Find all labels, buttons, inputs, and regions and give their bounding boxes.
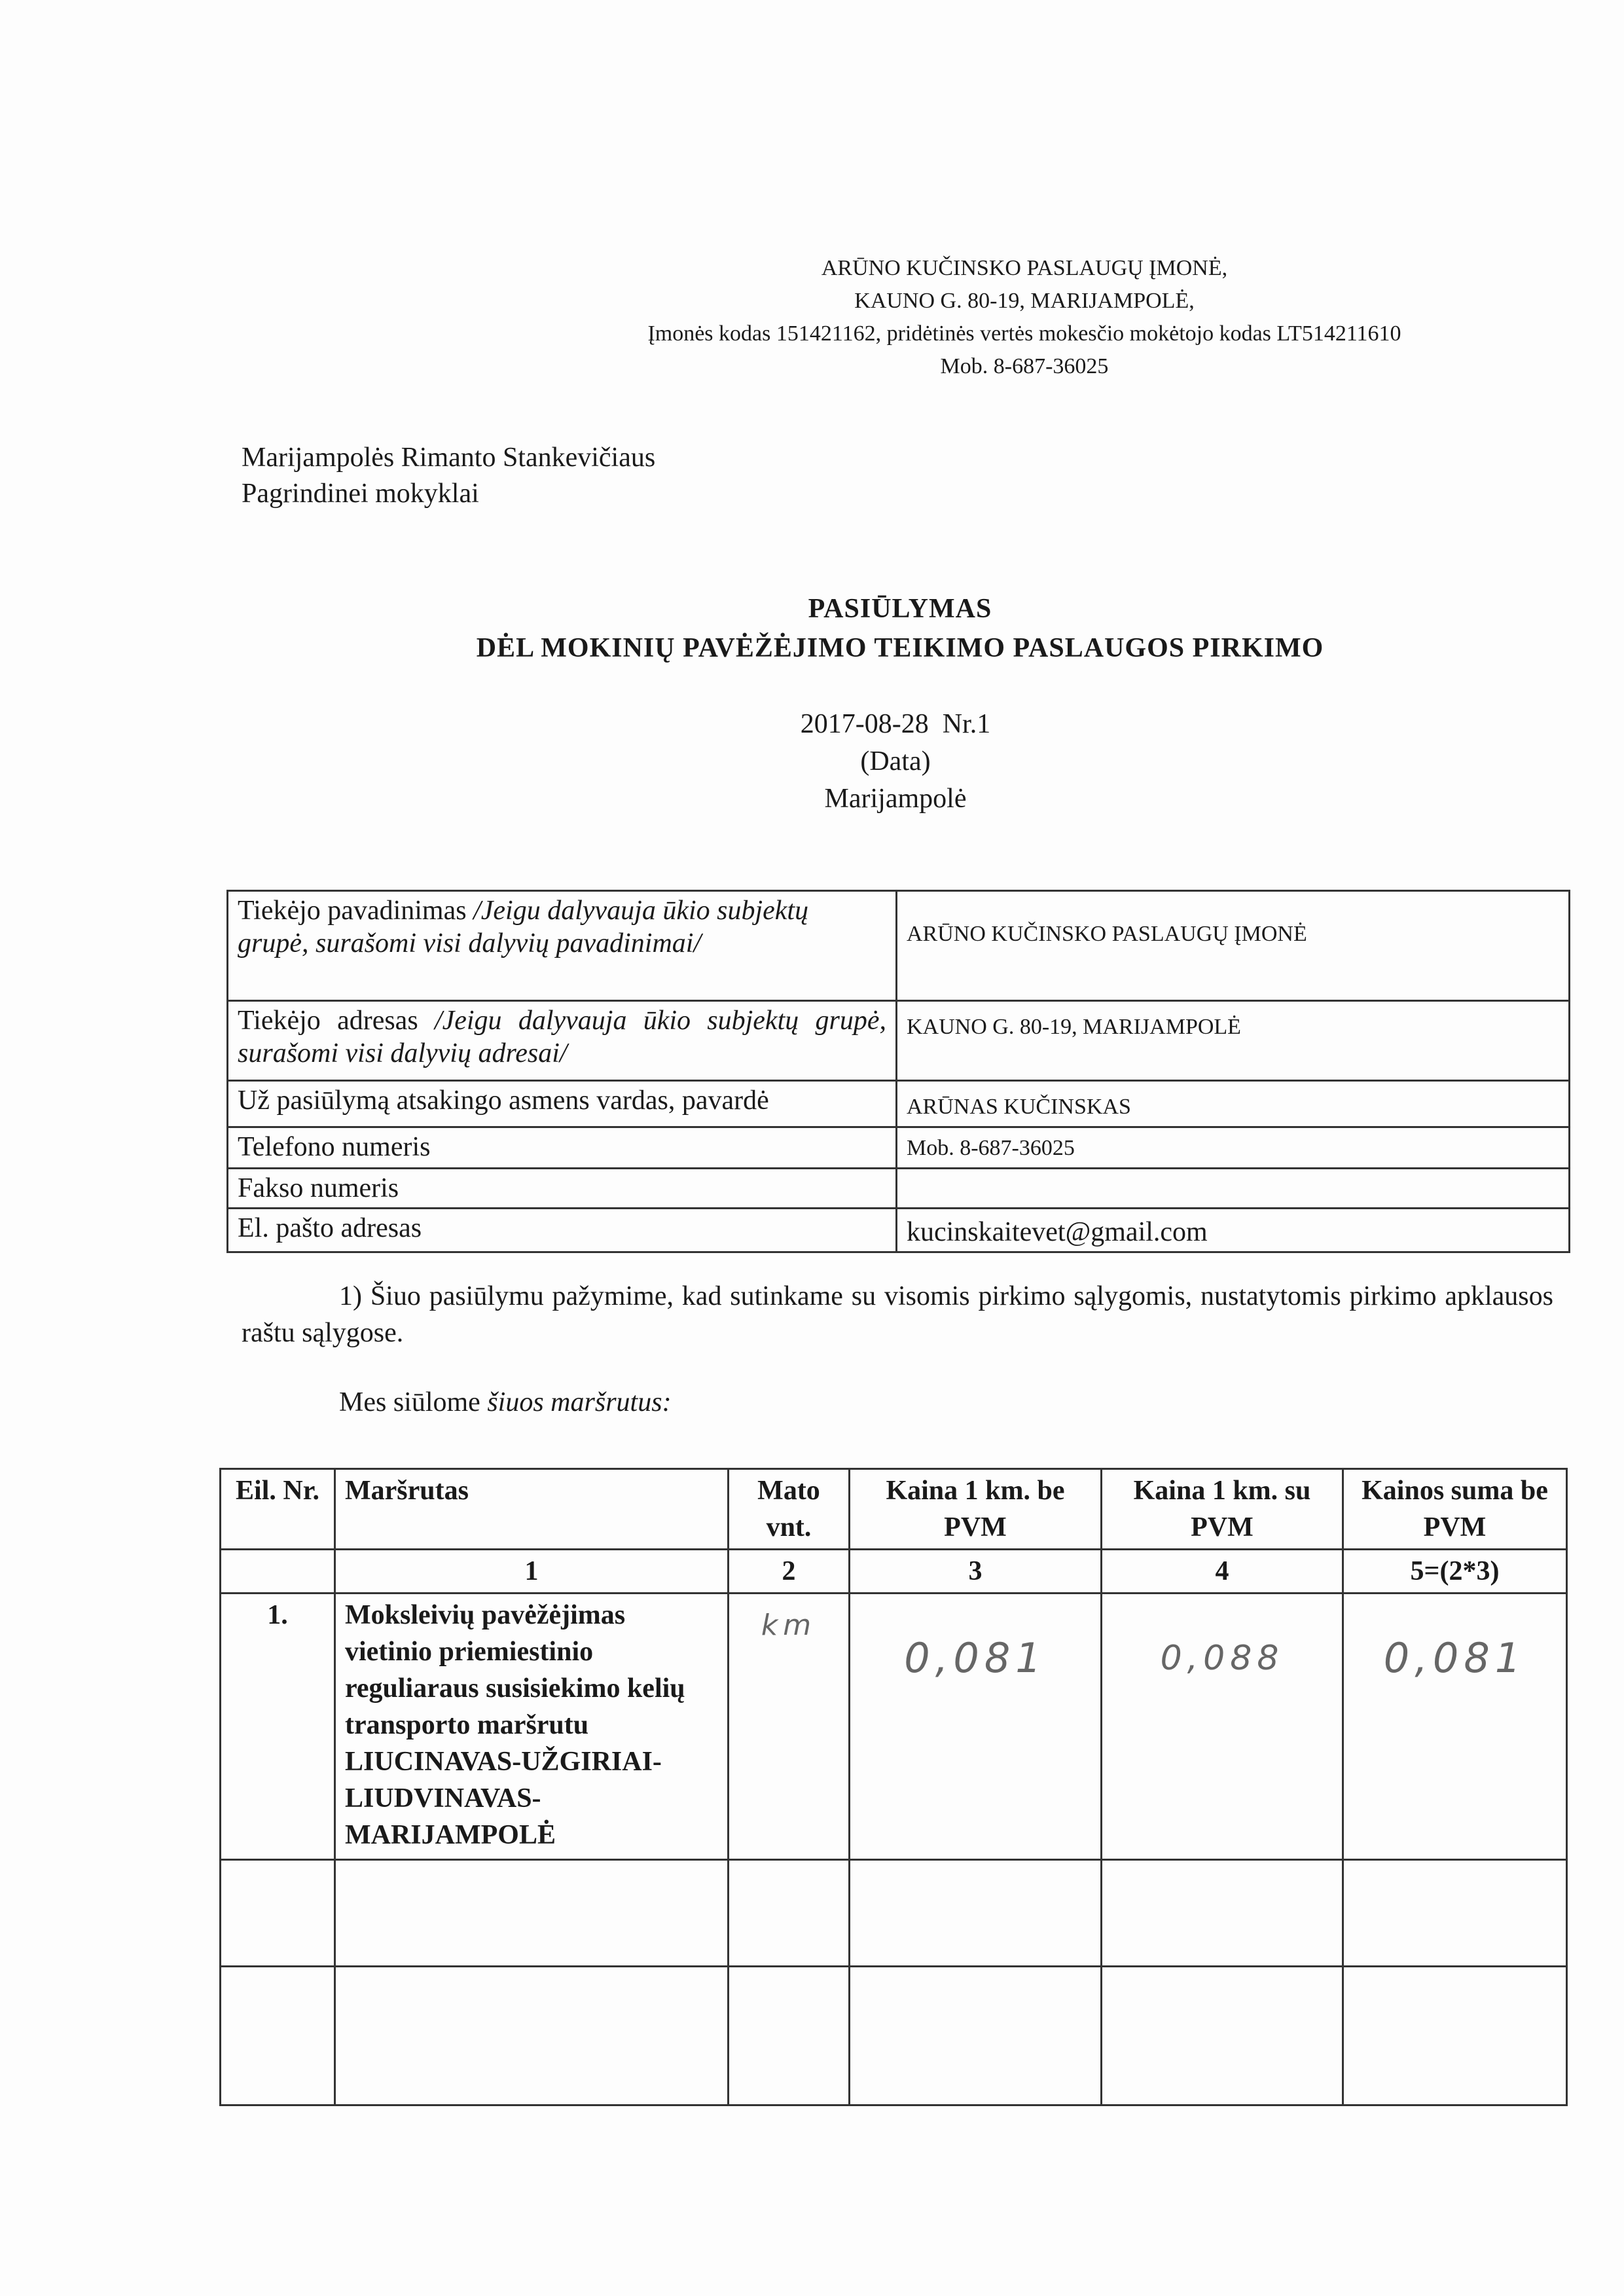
empty-cell [1102, 1860, 1343, 1967]
header-price-no-vat: Kaina 1 km. be PVM [850, 1469, 1102, 1550]
supplier-label: Už pasiūlymą atsakingo asmens vardas, pavardė [228, 1081, 897, 1127]
supplier-row-person [228, 1081, 1570, 1127]
empty-cell [221, 1860, 335, 1967]
empty-cell [729, 1967, 850, 2105]
label-text: Tiekėjo adresas [238, 1006, 435, 1036]
supplier-label: El. pašto adresas [228, 1209, 897, 1252]
supplier-row-phone [228, 1127, 1570, 1169]
header-route: Maršrutas [335, 1469, 729, 1550]
numbering-cell: 3 [850, 1550, 1102, 1594]
company-codes: Įmonės kodas 151421162, pridėtinės vertės mokesčio mokėtojo kodas LT514211610 [647, 321, 1401, 346]
route-nr: 1. [221, 1594, 335, 1860]
empty-cell [850, 1967, 1102, 2105]
supplier-label: Fakso numeris [228, 1169, 897, 1209]
label-note: /Jeigu dalyvauja ūkio subjektų grupė, surašomi visi dalyvių adresai/ [238, 1006, 886, 1068]
agreement-paragraph: 1) Šiuo pasiūlymu pažymime, kad sutinkame su visomis pirkimo sąlygomis, nustatytomis pirkimo apklausos raštu sąlygose. [242, 1281, 1553, 1348]
route-price-no-vat: 0,081 [850, 1594, 1102, 1860]
route-sum: 0,081 [1343, 1594, 1567, 1860]
routes-header-row [221, 1469, 1567, 1550]
supplier-label [228, 891, 897, 1001]
numbering-cell [221, 1550, 335, 1594]
label-text: Tiekėjo pavadinimas [238, 896, 474, 926]
empty-cell [1343, 1967, 1567, 2105]
empty-cell [1343, 1860, 1567, 1967]
supplier-value: kucinskaitevet@gmail.com [897, 1209, 1570, 1252]
route-unit: km [729, 1594, 850, 1860]
routes-table [219, 1468, 1568, 2106]
title-line2: DĖL MOKINIŲ PAVĖŽĖJIMO TEIKIMO PASLAUGOS PIRKIMO [476, 633, 1324, 663]
header-price-vat: Kaina 1 km. su PVM [1102, 1469, 1343, 1550]
supplier-label [228, 1001, 897, 1081]
title-line1: PASIŪLYMAS [808, 594, 992, 624]
company-address: KAUNO G. 80-19, MARIJAMPOLĖ, [854, 289, 1195, 313]
route-row [221, 1594, 1567, 1860]
date-block [589, 706, 1202, 818]
empty-cell [221, 1967, 335, 2105]
numbering-cell: 1 [335, 1550, 729, 1594]
recipient [242, 440, 655, 512]
numbering-row [221, 1550, 1567, 1594]
numbering-cell: 2 [729, 1550, 850, 1594]
supplier-row-fax [228, 1169, 1570, 1209]
header-nr: Eil. Nr. [221, 1469, 335, 1550]
supplier-value: Mob. 8-687-36025 [897, 1127, 1570, 1169]
company-phone: Mob. 8-687-36025 [940, 354, 1109, 378]
header-unit: Mato vnt. [729, 1469, 850, 1550]
routes-intro-italic: šiuos maršrutus: [487, 1387, 672, 1417]
routes-intro [339, 1387, 672, 1418]
supplier-row-email [228, 1209, 1570, 1252]
document-title [262, 589, 1538, 668]
supplier-value [897, 1169, 1570, 1209]
date-label: (Data) [860, 746, 931, 776]
route-price-vat: 0,088 [1102, 1594, 1343, 1860]
date-value: 2017-08-28 Nr.1 [800, 709, 991, 739]
company-header [393, 252, 1624, 383]
label-note: /Jeigu dalyvauja ūkio subjektų grupė, surašomi visi dalyvių pavadinimai/ [238, 896, 809, 958]
routes-intro-text: Mes siūlome [339, 1387, 488, 1417]
supplier-label: Telefono numeris [228, 1127, 897, 1169]
supplier-value: ARŪNO KUČINSKO PASLAUGŲ ĮMONĖ [897, 891, 1570, 1001]
empty-row [221, 1967, 1567, 2105]
recipient-line2: Pagrindinei mokyklai [242, 479, 479, 509]
empty-cell [335, 1967, 729, 2105]
empty-cell [1102, 1967, 1343, 2105]
empty-cell [850, 1860, 1102, 1967]
supplier-row-address [228, 1001, 1570, 1081]
numbering-cell: 5=(2*3) [1343, 1550, 1567, 1594]
date-place: Marijampolė [824, 784, 967, 814]
recipient-line1: Marijampolės Rimanto Stankevičiaus [242, 443, 656, 473]
empty-cell [729, 1860, 850, 1967]
supplier-row-name [228, 891, 1570, 1001]
route-description: Moksleivių pavėžėjimas vietinio priemiestinio reguliaraus susisiekimo kelių transporto maršrutu LIUCINAVAS-UŽGIRIAI-LIUDVINAVAS-MARIJAMPOLĖ [335, 1594, 729, 1860]
company-name: ARŪNO KUČINSKO PASLAUGŲ ĮMONĖ, [821, 256, 1228, 280]
supplier-value: KAUNO G. 80-19, MARIJAMPOLĖ [897, 1001, 1570, 1081]
supplier-table [226, 890, 1570, 1253]
supplier-value: ARŪNAS KUČINSKAS [897, 1081, 1570, 1127]
empty-cell [335, 1860, 729, 1967]
empty-row [221, 1860, 1567, 1967]
numbering-cell: 4 [1102, 1550, 1343, 1594]
header-sum: Kainos suma be PVM [1343, 1469, 1567, 1550]
